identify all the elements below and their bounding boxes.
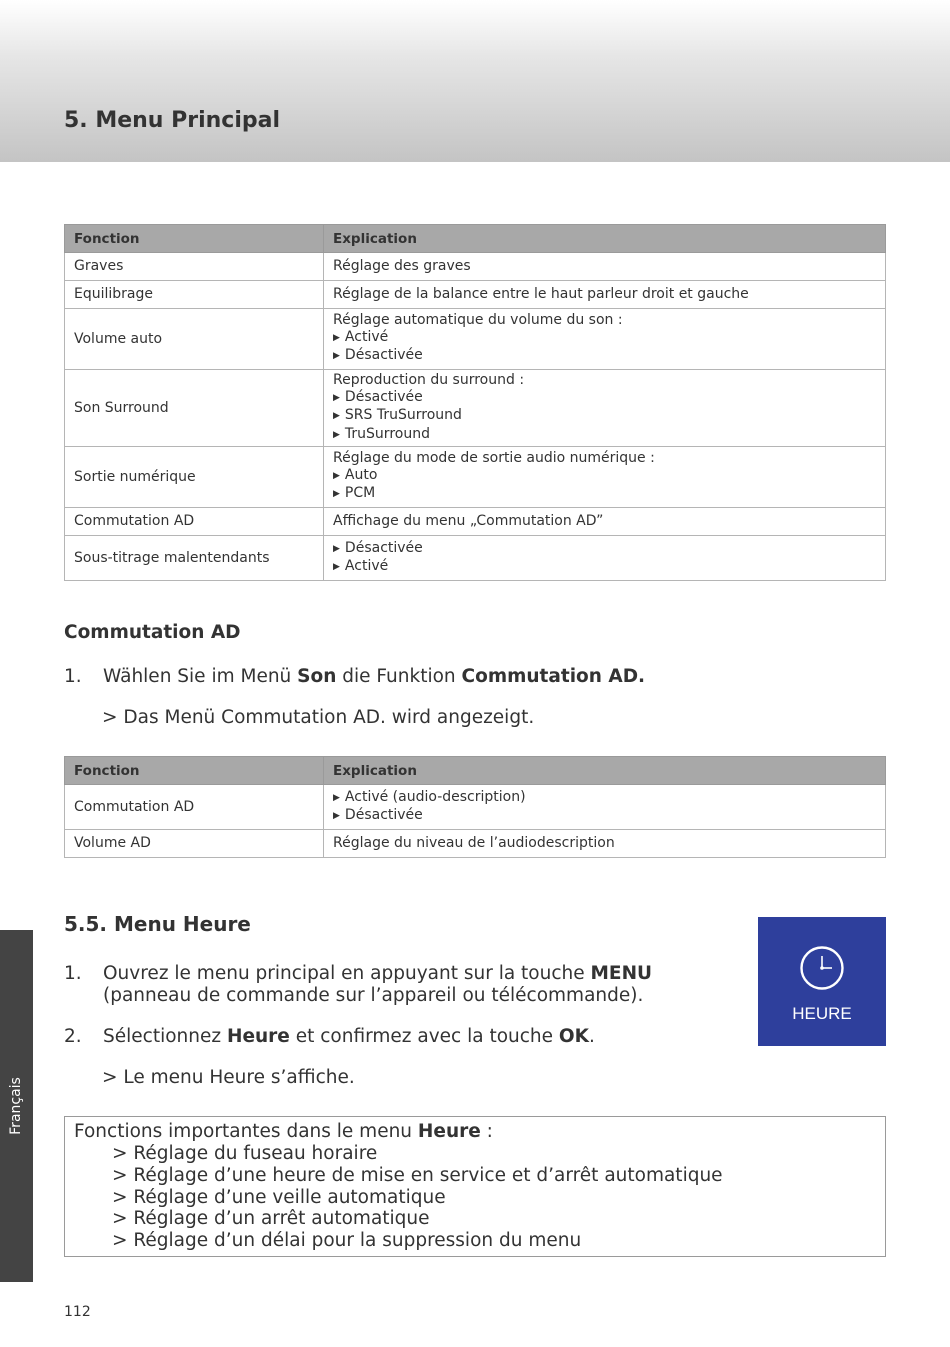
option-item: ▶ TruSurround (333, 426, 876, 445)
function-table-son (64, 224, 886, 581)
page-number: 112 (64, 1304, 91, 1320)
step-text: Sélectionnez Heure et confirmez avec la touche OK. (103, 1026, 595, 1047)
cell-explication (324, 447, 886, 508)
cell-explication (324, 830, 886, 858)
step-text: Ouvrez le menu principal en appuyant sur la touche MENU (panneau de commande sur l’appareil ou télécommande). (103, 963, 653, 1006)
explication-text: Réglage de la balance entre le haut parleur droit et gauche (333, 286, 749, 303)
language-side-tab (0, 930, 33, 1282)
cell-explication (324, 508, 886, 536)
cell-fonction: Volume auto (65, 309, 324, 370)
cell-fonction: Graves (65, 253, 324, 281)
column-header-fonction: Fonction (65, 225, 324, 253)
step-result: > Le menu Heure s’affiche. (102, 1067, 355, 1088)
section-heading-commutation-ad: Commutation AD (64, 622, 241, 643)
table-row (65, 536, 886, 581)
column-header-explication: Explication (324, 225, 886, 253)
step-number: 1. (64, 666, 82, 687)
table-header-row (65, 757, 886, 785)
clock-icon (797, 943, 847, 993)
cell-fonction: Commutation AD (65, 785, 324, 830)
option-item: ▶ Activé (audio-description) (333, 789, 876, 808)
column-header-explication: Explication (324, 757, 886, 785)
cell-fonction: Son Surround (65, 370, 324, 447)
page-title: 5. Menu Principal (64, 108, 281, 133)
option-item: ▶ PCM (333, 485, 876, 504)
cell-fonction: Sortie numérique (65, 447, 324, 508)
function-name: Commutation AD. (461, 666, 646, 687)
table-row (65, 370, 886, 447)
list-item: > Réglage du fuseau horaire (112, 1143, 378, 1164)
function-table-commutation-ad (64, 756, 886, 858)
table-row (65, 253, 886, 281)
cell-fonction: Volume AD (65, 830, 324, 858)
cell-explication (324, 785, 886, 830)
key-name-menu: MENU (590, 963, 653, 984)
list-item: > Réglage d’un délai pour la suppression du menu (112, 1230, 582, 1252)
table-row (65, 447, 886, 508)
option-item: ▶ Désactivée (333, 807, 876, 826)
option-item: ▶ SRS TruSurround (333, 407, 876, 426)
explication-text: Réglage automatique du volume du son : (333, 312, 623, 329)
explication-text: Reproduction du surround : (333, 372, 525, 388)
section-heading-menu-heure: 5.5. Menu Heure (64, 912, 251, 936)
info-list (112, 1143, 723, 1252)
cell-explication (324, 536, 886, 581)
table-row (65, 785, 886, 830)
step-text: Wählen Sie im Menü Son die Funktion Commutation AD. (103, 666, 646, 687)
table-row (65, 281, 886, 309)
badge-label: HEURE (792, 1004, 852, 1023)
step-number: 1. (64, 963, 82, 984)
menu-name-heure: Heure (226, 1026, 290, 1047)
table-row (65, 508, 886, 536)
key-name-ok: OK (558, 1026, 589, 1047)
header-band (0, 0, 950, 162)
cell-fonction: Sous-titrage malentendants (65, 536, 324, 581)
option-item: ▶ Désactivée (333, 347, 876, 366)
menu-name-son: Son (297, 666, 337, 687)
option-item: ▶ Auto (333, 467, 876, 486)
explication-text: Réglage des graves (333, 258, 471, 275)
option-item: ▶ Activé (333, 329, 876, 348)
explication-text: Réglage du mode de sortie audio numérique : (333, 450, 655, 467)
explication-text: Affichage du menu „Commutation AD” (333, 513, 604, 530)
menu-name-heure: Heure (417, 1121, 481, 1142)
step-result: > Das Menü Commutation AD. wird angezeigt. (102, 707, 535, 728)
cell-explication (324, 309, 886, 370)
option-item: ▶ Désactivée (333, 540, 876, 559)
column-header-fonction: Fonction (65, 757, 324, 785)
language-label: Français (8, 1077, 24, 1135)
info-intro: Fonctions importantes dans le menu Heure : (74, 1121, 493, 1142)
cell-explication (324, 370, 886, 447)
table-row (65, 309, 886, 370)
option-item: ▶ Activé (333, 558, 876, 577)
explication-text: Réglage du niveau de l’audiodescription (333, 835, 615, 852)
heure-menu-badge (758, 917, 886, 1046)
list-item: > Réglage d’un arrêt automatique (112, 1208, 430, 1230)
list-item: > Réglage d’une heure de mise en service et d’arrêt automatique (112, 1164, 723, 1186)
list-item: > Réglage d’une veille automatique (112, 1186, 446, 1208)
table-row (65, 830, 886, 858)
cell-fonction: Equilibrage (65, 281, 324, 309)
step-number: 2. (64, 1026, 82, 1047)
cell-explication (324, 253, 886, 281)
option-item: ▶ Désactivée (333, 389, 876, 408)
table-header-row (65, 225, 886, 253)
cell-fonction: Commutation AD (65, 508, 324, 536)
info-box-heure-functions (64, 1116, 886, 1257)
cell-explication (324, 281, 886, 309)
